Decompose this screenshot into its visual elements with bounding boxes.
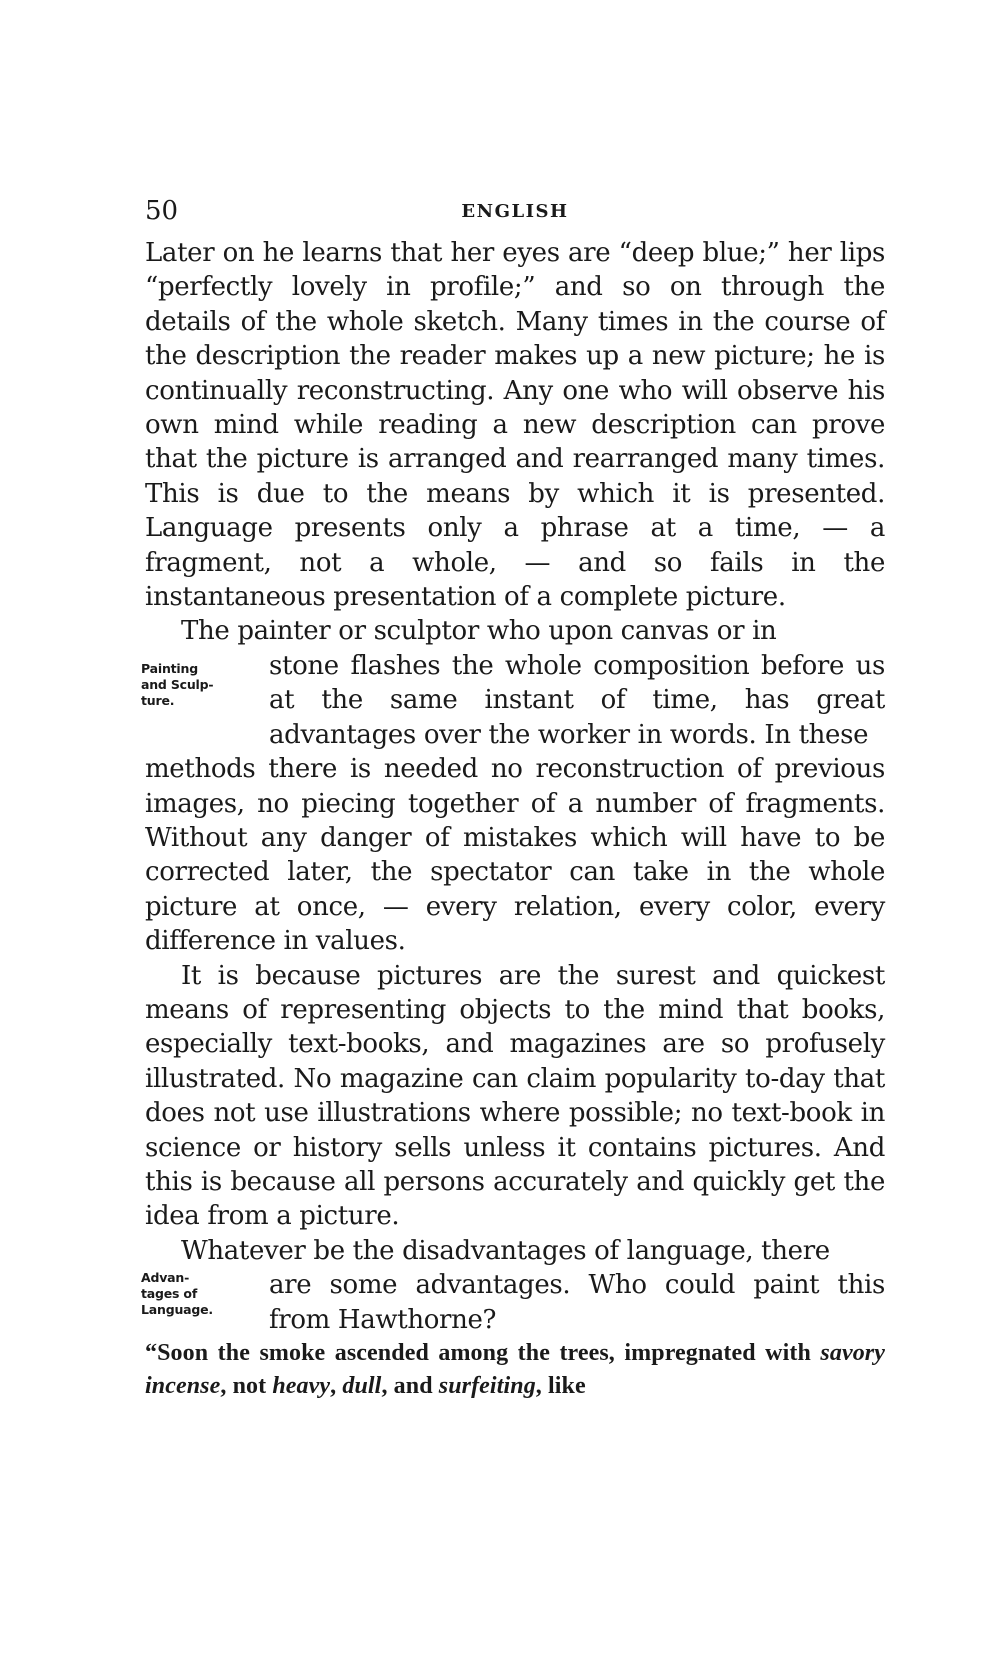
quote-text: , like	[535, 1373, 586, 1399]
margin-note-line: tages of	[141, 1286, 198, 1302]
body-text	[141, 236, 885, 1403]
paragraph-2-rest: methods there is needed no reconstruction of previous images, no piecing together of a number of fragments. Without any danger of mistakes which will have to be corrected later, the spectator can take in the whole picture at once, — every relation, every color, every difference in values.	[145, 754, 885, 957]
margin-note-line: Advan-	[141, 1270, 190, 1286]
running-head: ENGLISH	[461, 201, 569, 222]
page-header	[145, 196, 885, 226]
quote-text: , and	[381, 1373, 433, 1399]
margin-note-language	[141, 1268, 269, 1318]
quote-text: ,	[330, 1373, 337, 1399]
margin-note-line: Painting	[141, 660, 198, 676]
margin-block-language	[141, 1268, 885, 1337]
margin-note-line: and Sculp-	[141, 676, 214, 692]
quote-italic: savory incense	[145, 1340, 885, 1399]
quote-text: “Soon the smoke ascended among the trees, impregnated with	[145, 1340, 811, 1366]
margin-note-line: ture.	[141, 692, 175, 708]
paragraph-4-beside-note: are some advantages. Who could paint this from Hawthorne?	[269, 1270, 885, 1335]
hawthorne-quote	[145, 1337, 885, 1403]
paragraph-2-beside-note: stone flashes the whole composition before us at the same instant of time, has great advantages over the worker in words. In these	[269, 650, 885, 750]
paragraph-1: Later on he learns that her eyes are “deep blue;” her lips “perfectly lovely in profile;” and so on through the details of the whole sketch. Many times in the course of the description the reader makes up a new picture; he is continually reconstructing. Any one who will observe his own mind while reading a new description can prove that the picture is arranged and rearranged many times. This is due to the means by which it is presented. Language presents only a phrase at a time, — a fragment, not a whole, — and so fails in the instantaneous presentation of a complete picture.	[145, 238, 885, 613]
paragraph-4-first-line: Whatever be the disadvantages of language, there	[181, 1235, 830, 1266]
margin-block-painting	[141, 649, 885, 752]
quote-italic: surfeiting	[438, 1373, 536, 1399]
page-number: 50	[145, 196, 179, 226]
quote-text: , not	[220, 1373, 267, 1399]
paragraph-2-first-line: The painter or sculptor who upon canvas or in	[181, 616, 777, 647]
margin-note-painting	[141, 649, 269, 709]
quote-italic: dull	[342, 1373, 382, 1399]
margin-note-line: Language.	[141, 1302, 213, 1318]
quote-italic: heavy	[272, 1373, 331, 1399]
paragraph-3: It is because pictures are the surest and quickest means of representing objects to the mind that books, especially text-books, and magazines are so profusely illustrated. No magazine can claim popularity to-day that does not use illustrations where possible; no text-book in science or history sells unless it contains pictures. And this is because all persons accurately and quickly get the idea from a picture.	[145, 960, 885, 1232]
